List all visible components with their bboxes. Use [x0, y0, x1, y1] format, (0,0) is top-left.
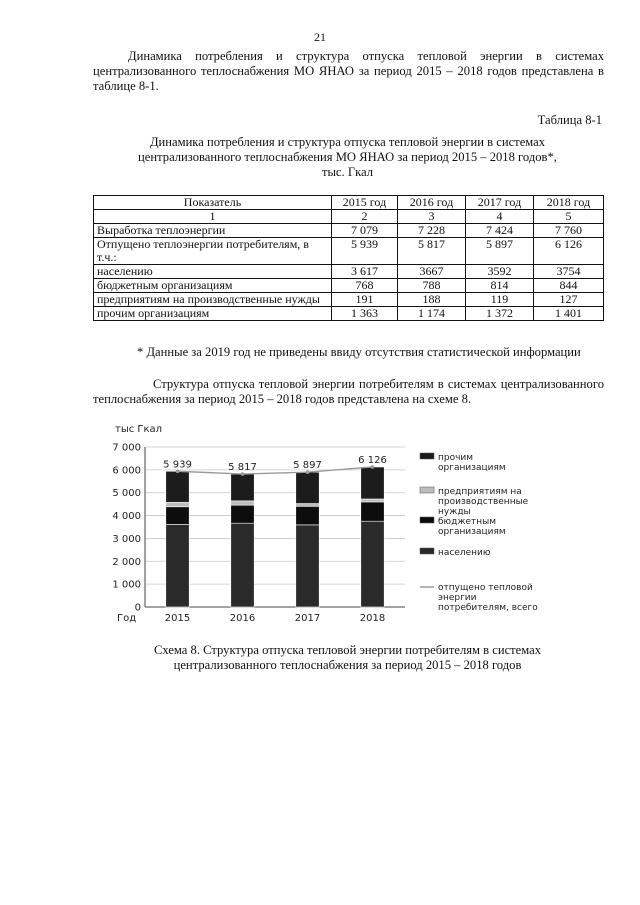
index-cell: 5 — [534, 210, 604, 224]
row-label: Выработка теплоэнергии — [94, 224, 332, 238]
table-title — [93, 135, 602, 180]
cell-2016: 788 — [398, 279, 466, 293]
legend-label-line: прочим — [438, 453, 474, 463]
table-row — [94, 224, 604, 238]
row-label: бюджетным организациям — [94, 279, 332, 293]
bar-segment — [361, 467, 384, 499]
chart-caption — [93, 643, 602, 673]
table-row — [94, 279, 604, 293]
legend-label-line: бюджетным — [438, 517, 497, 527]
cell-2017: 7 424 — [466, 224, 534, 238]
bar-segment — [231, 523, 254, 607]
y-tick-label: 1 000 — [112, 579, 141, 591]
cell-2016: 5 817 — [398, 238, 466, 265]
table-row — [94, 307, 604, 321]
chart-legend — [420, 453, 538, 613]
legend-label — [438, 583, 538, 613]
bar-segment — [166, 507, 189, 525]
header-indicator: Показатель — [94, 196, 332, 210]
bar-segment — [361, 499, 384, 502]
data-label: 5 817 — [228, 462, 257, 474]
cell-2015: 7 079 — [332, 224, 398, 238]
legend-swatch — [420, 548, 434, 554]
x-axis-ticks — [165, 613, 385, 624]
bar-segment — [166, 471, 189, 502]
legend-label-line: энергии — [438, 593, 477, 603]
header-2018: 2018 год — [534, 196, 604, 210]
chart-reference-paragraph: Структура отпуска тепловой энергии потребителям в системах централизованного теплоснабжения за период 2015 – 2018 годов представлена на схеме 8. — [93, 377, 604, 406]
caption-line: Схема 8. Структура отпуска тепловой энергии потребителям в системах — [153, 643, 542, 657]
y-tick-label: 6 000 — [112, 465, 141, 477]
y-tick-label: 3 000 — [112, 533, 141, 545]
row-label: населению — [94, 265, 332, 279]
cell-2018: 1 401 — [534, 307, 604, 321]
cell-2017: 1 372 — [466, 307, 534, 321]
cell-2017: 5 897 — [466, 238, 534, 265]
legend-label-line: отпущено тепловой — [438, 583, 533, 593]
cell-2016: 3667 — [398, 265, 466, 279]
cell-2018: 844 — [534, 279, 604, 293]
page-number: 21 — [314, 30, 326, 44]
table-row — [94, 265, 604, 279]
y-tick-label: 4 000 — [112, 511, 141, 523]
cell-2017: 814 — [466, 279, 534, 293]
cell-2015: 5 939 — [332, 238, 398, 265]
legend-label — [438, 453, 506, 473]
table-title-line: тыс. Гкал — [321, 165, 374, 179]
y-tick-label: 5 000 — [112, 488, 141, 500]
table-label: Таблица 8-1 — [537, 113, 602, 127]
data-label: 6 126 — [358, 454, 387, 466]
table-title-line: Динамика потребления и структура отпуска тепловой энергии в системах — [149, 135, 546, 149]
cell-2015: 768 — [332, 279, 398, 293]
legend-swatch — [420, 517, 434, 523]
row-label: прочим организациям — [94, 307, 332, 321]
header-2015: 2015 год — [332, 196, 398, 210]
table-row — [94, 238, 604, 265]
cell-2017: 119 — [466, 293, 534, 307]
legend-swatch — [420, 453, 434, 459]
total-line — [178, 467, 373, 474]
cell-2018: 127 — [534, 293, 604, 307]
table-header-row — [94, 196, 604, 210]
bar-segment — [296, 504, 319, 507]
cell-2018: 7 760 — [534, 224, 604, 238]
legend-label — [438, 548, 491, 558]
footnote: * Данные за 2019 год не приведены ввиду отсутствия статистической информации — [137, 345, 581, 359]
bar-segment — [361, 502, 384, 521]
x-tick-label: 2018 — [359, 613, 386, 624]
header-2017: 2017 год — [466, 196, 534, 210]
table-title-line: централизованного теплоснабжения МО ЯНАО за период 2015 – 2018 годов*, — [138, 150, 557, 164]
bar-segment — [231, 505, 254, 523]
legend-label-line: нужды — [438, 507, 471, 517]
legend-swatch — [420, 487, 434, 493]
legend-label-line: населению — [438, 548, 491, 558]
cell-2017: 3592 — [466, 265, 534, 279]
cell-2016: 7 228 — [398, 224, 466, 238]
row-label: Отпущено теплоэнергии потребителям, в т.ч.: — [94, 238, 332, 265]
row-label: предприятиям на производственные нужды — [94, 293, 332, 307]
legend-label-line: потребителям, всего — [438, 603, 538, 613]
index-cell: 4 — [466, 210, 534, 224]
bar-segment — [361, 521, 384, 607]
y-axis-ticks — [112, 443, 141, 614]
bar-segment — [166, 524, 189, 607]
bar-segment — [296, 506, 319, 525]
heat-supply-chart — [95, 420, 565, 630]
legend-label — [438, 517, 506, 537]
consumption-table — [93, 195, 604, 321]
table-index-row — [94, 210, 604, 224]
x-axis-label: Год — [117, 613, 137, 624]
data-label: 5 939 — [163, 459, 192, 471]
y-tick-label: 2 000 — [112, 556, 141, 568]
header-2016: 2016 год — [398, 196, 466, 210]
y-tick-label: 0 — [134, 602, 141, 614]
x-tick-label: 2015 — [164, 613, 191, 624]
legend-label-line: предприятиям на — [438, 487, 522, 497]
intro-paragraph: Динамика потребления и структура отпуска тепловой энергии в системах централизованного теплоснабжения МО ЯНАО за период 2015 – 2018 годов представлена в таблице 8-1. — [93, 49, 604, 93]
caption-line: централизованного теплоснабжения за период 2015 – 2018 годов — [173, 658, 522, 672]
legend-label-line: производственные — [438, 497, 529, 507]
bar-segment — [296, 472, 319, 503]
index-cell: 3 — [398, 210, 466, 224]
chart-total-line — [176, 465, 375, 476]
x-tick-label: 2017 — [294, 613, 321, 624]
data-label: 5 897 — [293, 460, 322, 472]
chart-bars — [166, 467, 384, 607]
cell-2015: 191 — [332, 293, 398, 307]
cell-2016: 1 174 — [398, 307, 466, 321]
bar-segment — [231, 501, 254, 505]
cell-2016: 188 — [398, 293, 466, 307]
bar-segment — [231, 474, 254, 501]
bar-segment — [166, 502, 189, 506]
cell-2015: 3 617 — [332, 265, 398, 279]
cell-2015: 1 363 — [332, 307, 398, 321]
y-tick-label: 7 000 — [112, 442, 141, 454]
legend-label-line: организациям — [438, 527, 506, 537]
index-cell: 1 — [94, 210, 332, 224]
chart-data-labels — [163, 455, 387, 473]
legend-label — [438, 487, 529, 517]
bar-segment — [296, 525, 319, 607]
y-axis-label: тыс Гкал — [115, 424, 163, 435]
x-tick-label: 2016 — [229, 613, 256, 624]
cell-2018: 6 126 — [534, 238, 604, 265]
cell-2018: 3754 — [534, 265, 604, 279]
table-row — [94, 293, 604, 307]
index-cell: 2 — [332, 210, 398, 224]
legend-label-line: организациям — [438, 463, 506, 473]
